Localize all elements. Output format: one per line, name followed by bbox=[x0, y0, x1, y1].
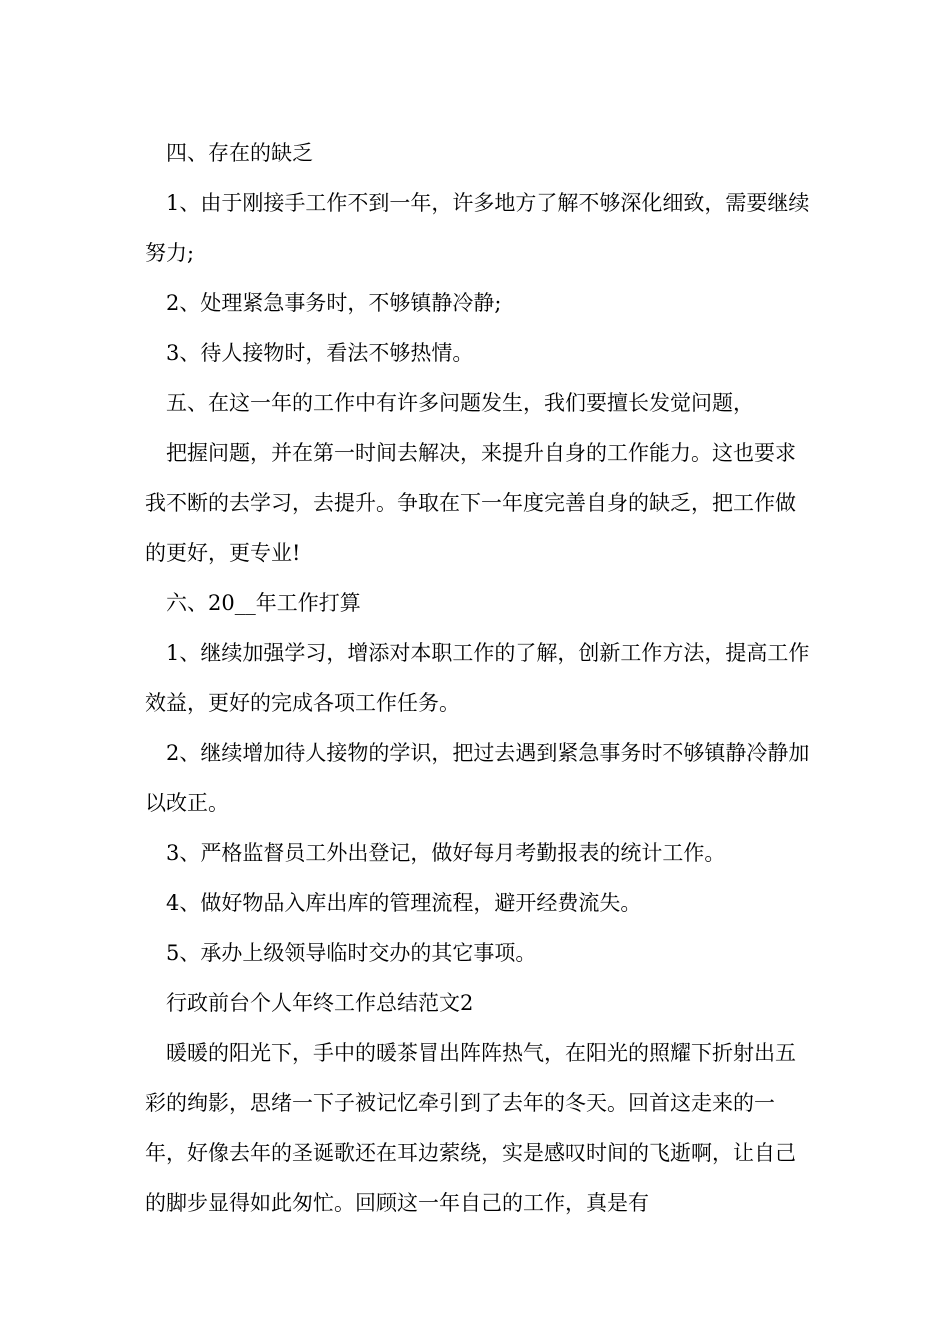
section-heading-plan: 六、20__年工作打算 bbox=[166, 591, 361, 615]
paragraph: 4、做好物品入库出库的管理流程，避开经费流失。 bbox=[166, 891, 642, 915]
paragraph: 5、承办上级领导临时交办的其它事项。 bbox=[166, 941, 537, 965]
document-body bbox=[145, 128, 813, 1228]
paragraph: 1、由于刚接手工作不到一年，许多地方了解不够深化细致，需要继续努力; bbox=[145, 191, 810, 265]
paragraph: 3、严格监督员工外出登记，做好每月考勤报表的统计工作。 bbox=[166, 841, 726, 865]
paragraph: 1、继续加强学习，增添对本职工作的了解，创新工作方法，提高工作效益，更好的完成各项工作任务。 bbox=[145, 641, 810, 715]
section-heading-shortcomings: 四、存在的缺乏 bbox=[166, 141, 313, 165]
paragraph: 把握问题，并在第一时间去解决，来提升自身的工作能力。这也要求我不断的去学习，去提升。争取在下一年度完善自身的缺乏，把工作做的更好，更专业! bbox=[145, 441, 796, 565]
section-heading-problems: 五、在这一年的工作中有许多问题发生，我们要擅长发觉问题， bbox=[166, 391, 754, 415]
paragraph: 3、待人接物时，看法不够热情。 bbox=[166, 341, 474, 365]
article-title: 行政前台个人年终工作总结范文2 bbox=[166, 991, 474, 1015]
paragraph: 暖暖的阳光下，手中的暖茶冒出阵阵热气，在阳光的照耀下折射出五彩的绚影，思绪一下子被记忆牵引到了去年的冬天。回首这走来的一年，好像去年的圣诞歌还在耳边萦绕，实是感叹时间的飞逝啊，让自己的脚步显得如此匆忙。回顾这一年自己的工作，真是有 bbox=[145, 1041, 796, 1215]
paragraph: 2、处理紧急事务时，不够镇静冷静; bbox=[166, 291, 502, 315]
paragraph: 2、继续增加待人接物的学识，把过去遇到紧急事务时不够镇静冷静加以改正。 bbox=[145, 741, 810, 815]
